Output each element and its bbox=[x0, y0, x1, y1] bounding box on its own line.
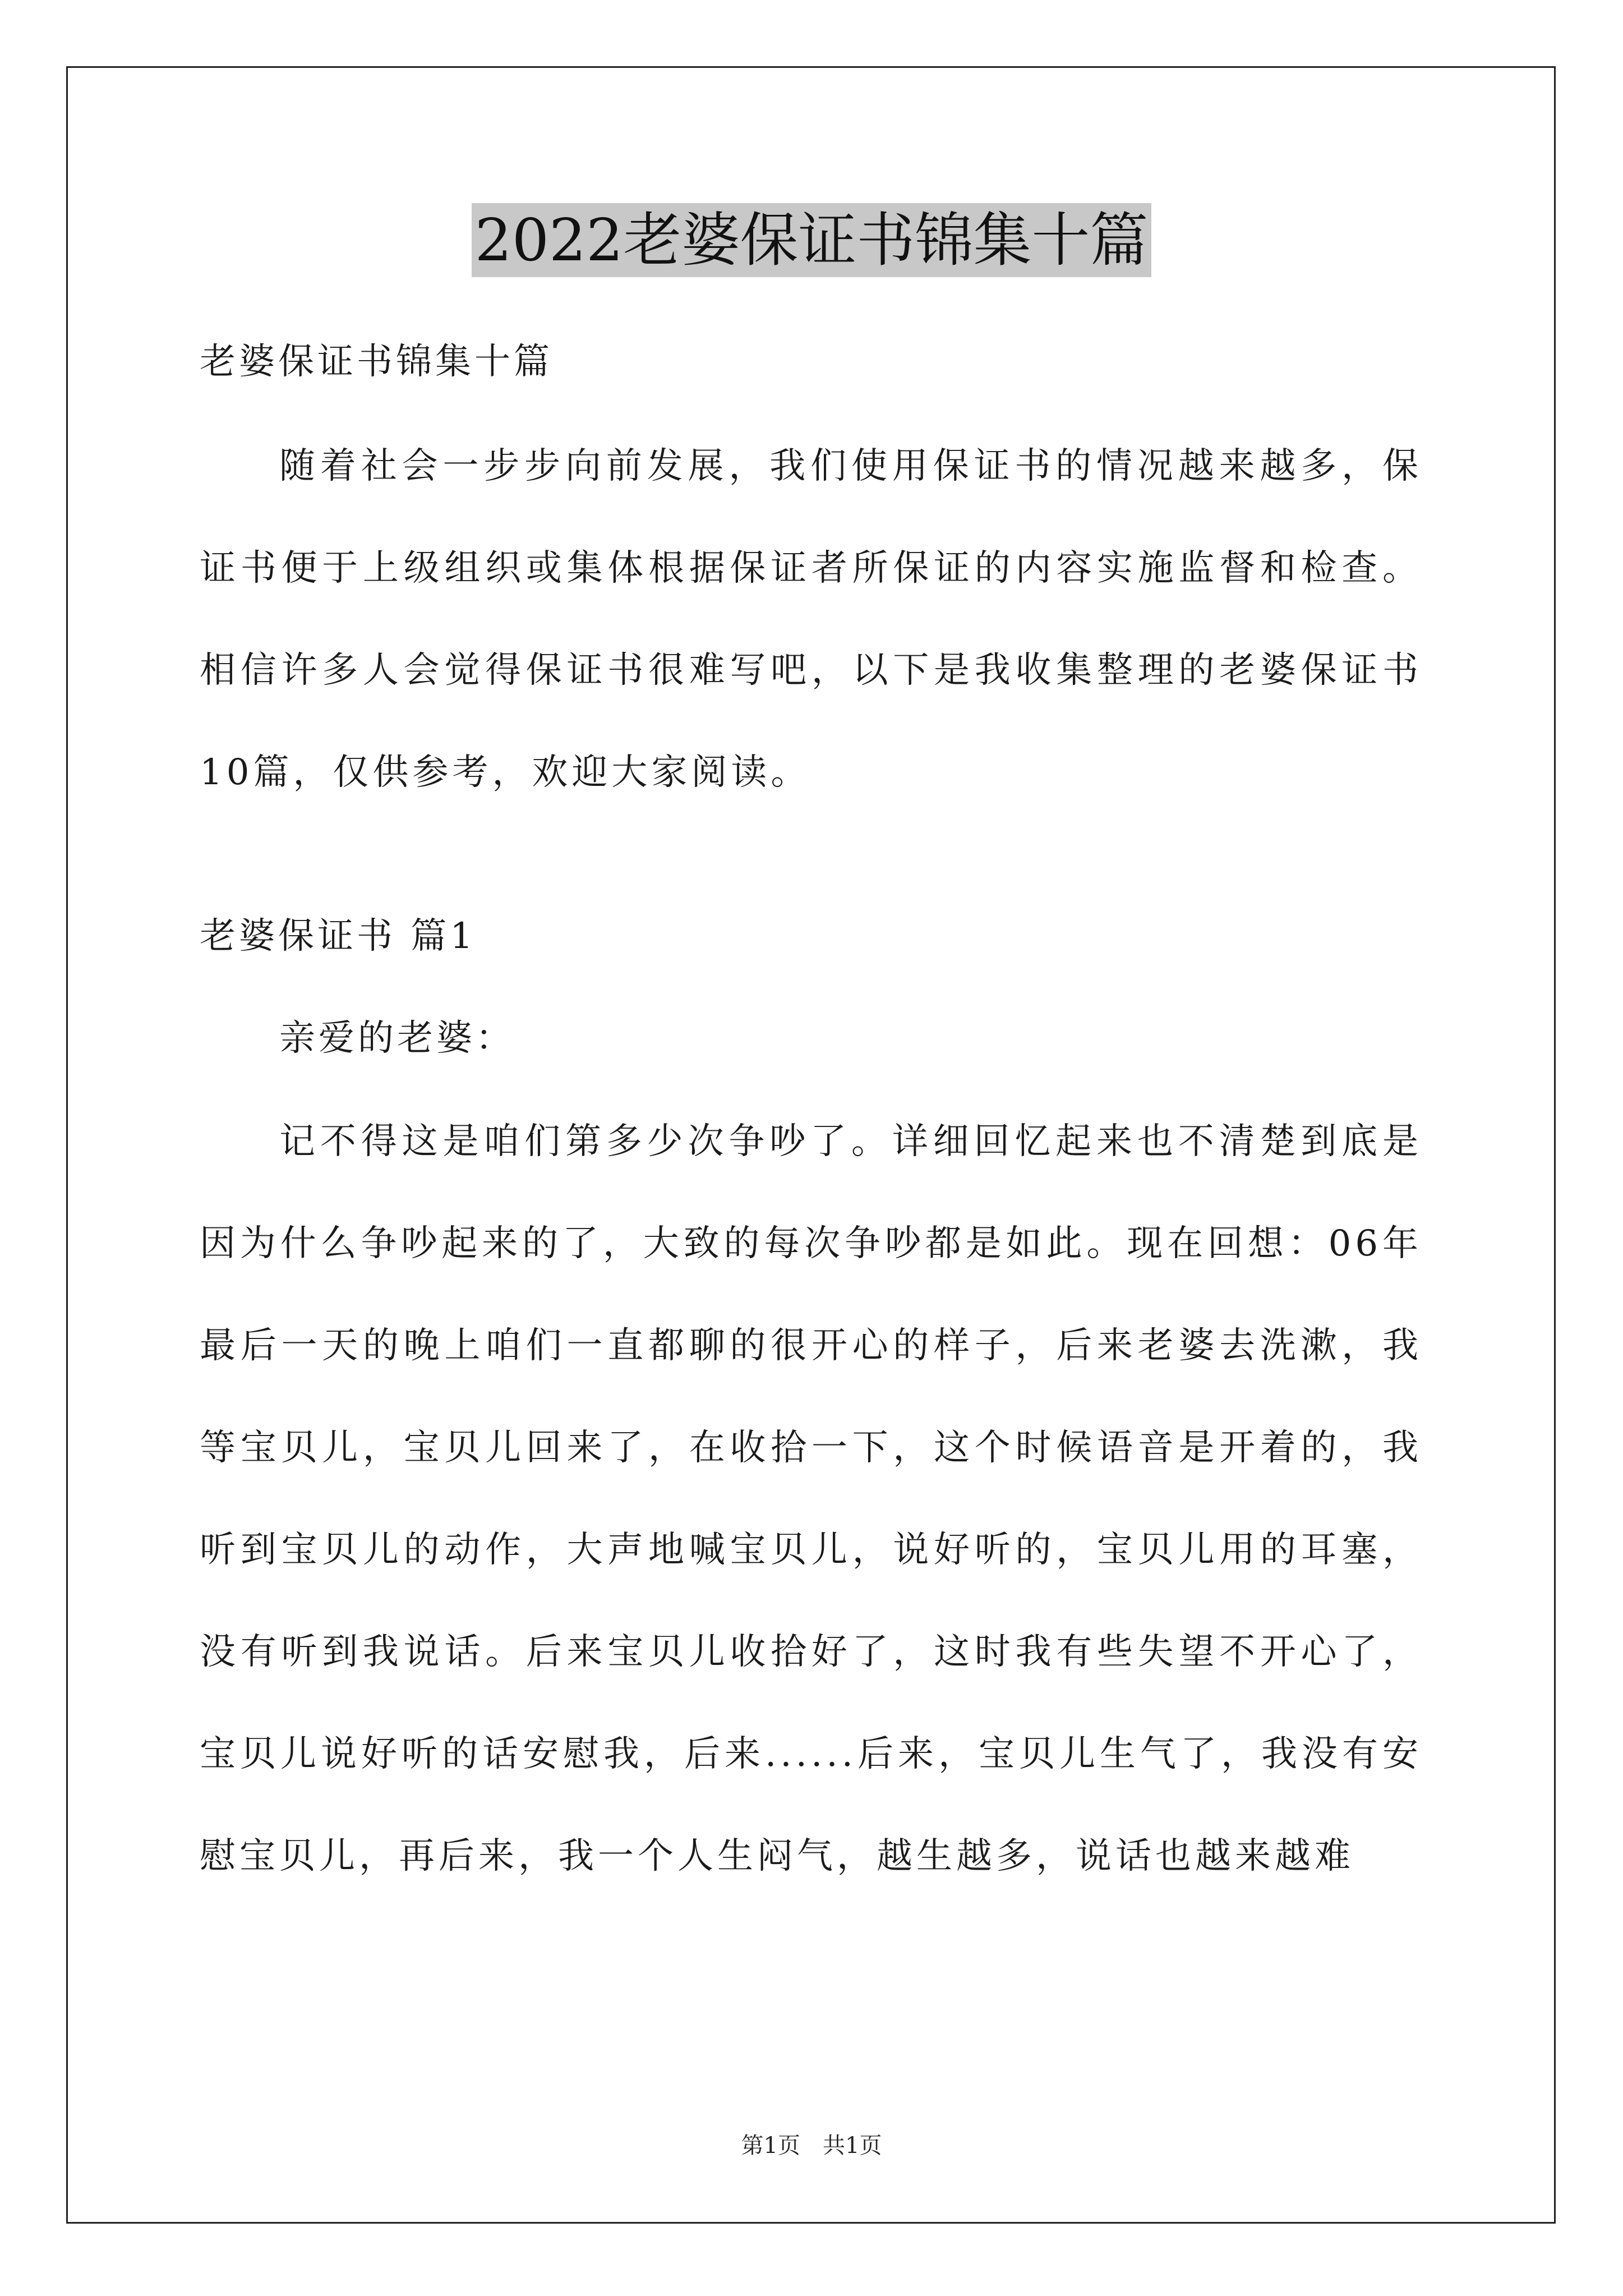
section-heading: 老婆保证书 篇1 bbox=[200, 915, 477, 957]
document-title: 2022老婆保证书锦集十篇 bbox=[472, 203, 1152, 277]
intro-paragraph: 随着社会一步步向前发展，我们使用保证书的情况越来越多，保证书便于上级组织或集体根据保证者所保证的内容实施监督和检查。相信许多人会觉得保证书很难写吧，以下是我收集整理的老婆保证书10篇，仅供参考，欢迎大家阅读。 bbox=[200, 445, 1422, 793]
page-footer: 第1页 共1页 bbox=[741, 2133, 882, 2159]
title-container bbox=[0, 203, 1623, 277]
document-subtitle: 老婆保证书锦集十篇 bbox=[200, 341, 553, 383]
document-body bbox=[200, 314, 1422, 1907]
letter-greeting: 亲爱的老婆： bbox=[279, 1018, 515, 1059]
letter-body: 记不得这是咱们第多少次争吵了。详细回忆起来也不清楚到底是因为什么争吵起来的了，大致的每次争吵都是如此。现在回想：06年最后一天的晚上咱们一直都聊的很开心的样子，后来老婆去洗漱，我等宝贝儿，宝贝儿回来了，在收拾一下，这个时候语音是开着的，我听到宝贝儿的动作，大声地喊宝贝儿，说好听的，宝贝儿用的耳塞，没有听到我说话。后来宝贝儿收拾好了，这时我有些失望不开心了，宝贝儿说好听的话安慰我，后来......后来，宝贝儿生气了，我没有安慰宝贝儿，再后来，我一个人生闷气，越生越多，说话也越来越难 bbox=[200, 1121, 1422, 1877]
